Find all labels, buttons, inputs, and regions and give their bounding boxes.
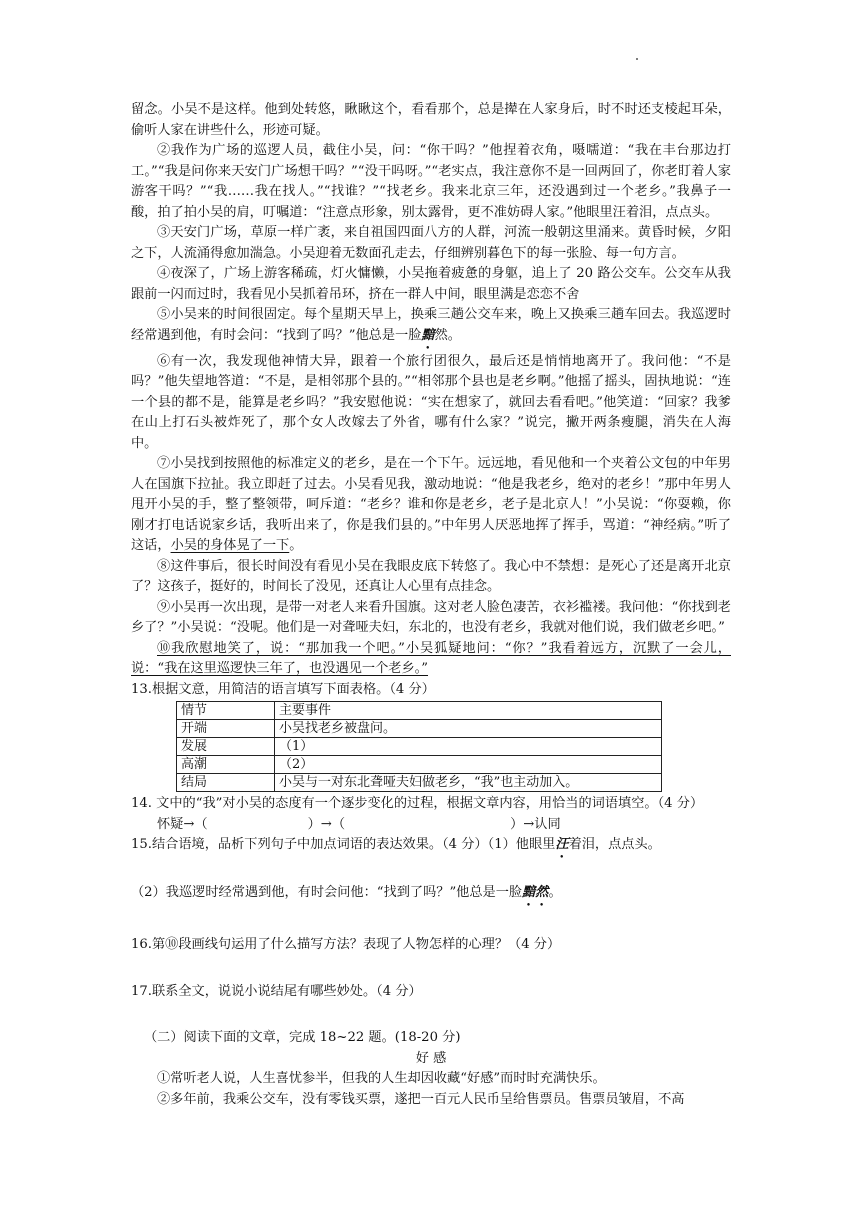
table-cell: 发展 <box>177 738 275 756</box>
article-paragraph-2: ②多年前，我乘公交车，没有零钱买票，遂把一百元人民币呈给售票员。售票员皱眉，不高 <box>157 1091 685 1107</box>
question-16: 16.第⑩段画线句运用了什么描写方法？表现了人物怎样的心理？（4 分） <box>131 937 561 952</box>
reading-content <box>131 100 731 1110</box>
underlined-sentence: 小吴的身体晃了一下 <box>170 538 290 553</box>
table-row <box>177 738 662 756</box>
question-15: 15.结合语境，品析下列句子中加点词语的表达效果。（4 分）（1）他眼里汪着泪，点点头。 <box>131 837 661 852</box>
table-row <box>177 756 662 774</box>
story-paragraph-9: ⑨小吴再一次出现，是带一对老人来看升国旗。这对老人脸色凄苦，衣衫褴褛。我问他：“你找到老乡了？”小吴说：“没呢。他们是一对聋哑夫妇，东北的，也没有老乡，我就对他们说，我们做老乡吧。” <box>131 599 731 635</box>
story-paragraph-7: ⑦小吴找到按照他的标准定义的老乡，是在一个下午。远远地，看见他和一个夹着公文包的中年男人在国旗下拉扯。我立即赶了过去。小吴看见我，激动地说：“他是我老乡，绝对的老乡！”那中年男人甩开小吴的手，整了整领带，呵斥道：“老乡？谁和你是老乡，老子是北京人！”小吴说：“你耍赖，你刚才打电话说家乡话，我听出来了，你是我们县的。”中年男人厌恶地挥了挥手，骂道：“神经病。”听了这话，小吴的身体晃了一下。 <box>131 456 731 553</box>
story-paragraph-6: ⑥有一次，我发现他神情大异，跟着一个旅行团很久，最后还是悄悄地离开了。我问他：“不是吗？”他失望地答道：“不是，是相邻那个县的。”“相邻那个县也是老乡啊。”他摇了摇头，固执地说：“连一个县的都不是，能算是老乡吗？”我安慰他说：“实在想家了，就回去看看吧。”他笑道：“回家？我爹在山上打石头被炸死了，那个女人改嫁去了外省，哪有什么家？”说完，撇开两条瘦腿，消失在人海中。 <box>131 353 731 451</box>
story-paragraph-5: ⑤小吴来的时间很固定。每个星期天早上，换乘三趟公交车来，晚上又换乘三趟车回去。我巡逻时经常遇到他，有时会问：“找到了吗？”他总是一脸黯然。 <box>131 307 731 343</box>
question-17: 17.联系全文，说说小说结尾有哪些妙处。（4 分） <box>131 983 422 999</box>
story-paragraph-2: ②我作为广场的巡逻人员，截住小吴，问：“你干吗？”他捏着衣角，嗫嚅道：“我在丰台那边打工。”“我是问你来天安门广场想干吗？”“没干吗呀。”“老实点，我注意你不是一回两回了，你老盯着人家游客干吗？”“我……我在找人。”“找谁？”“找老乡。我来北京三年，还没遇到过一个老乡。”我鼻子一酸，拍了拍小吴的肩，叮嘱道：“注意点形象，别太露骨，更不准妨碍人家。”他眼里汪着泪，点点头。 <box>131 143 731 220</box>
table-row <box>177 720 662 738</box>
table-header: 情节 <box>177 702 275 720</box>
table-cell: 结局 <box>177 774 275 792</box>
table-cell: 小吴找老乡被盘问。 <box>275 720 662 738</box>
article-paragraph-1: ①常听老人说，人生喜忧参半，但我的人生却因收藏“好感”而时时充满快乐。 <box>157 1071 606 1086</box>
answer-cell[interactable]: （1） <box>275 738 662 756</box>
table-header-row <box>177 702 662 720</box>
answer-space[interactable] <box>131 1002 731 1028</box>
answer-space[interactable] <box>131 909 731 935</box>
question-15-part-2: （2）我巡逻时经常遇到他，有时会问他：“找到了吗？”他总是一脸黯然。 <box>131 885 562 900</box>
story-paragraph-10 <box>131 639 731 680</box>
answer-cell[interactable]: （2） <box>275 756 662 774</box>
story-paragraph-3: ③天安门广场，草原一样广袤，来自祖国四面八方的人群，河流一般朝这里涌来。黄昏时候，夕阳之下，人流涌得愈加湍急。小吴迎着无数面孔走去，仔细辨别暮色下的每一张脸、每一句方言。 <box>131 225 731 261</box>
answer-space[interactable] <box>131 861 731 883</box>
dotted-word: 黯 <box>421 327 435 343</box>
table-header: 主要事件 <box>275 702 662 720</box>
table-row <box>177 774 662 792</box>
plot-table <box>176 701 662 792</box>
dotted-word: 汪 <box>555 837 569 852</box>
question-14-blanks: 怀疑→（ ）→（ ）→认同 <box>157 816 561 832</box>
dotted-word: 黯然 <box>522 885 549 900</box>
question-14: 14. 文中的“我”对小吴的态度有一个逐步变化的过程，根据文章内容，用恰当的词语填空。（4 分） <box>131 796 704 811</box>
table-cell: 高潮 <box>177 756 275 774</box>
story-paragraph-4: ④夜深了，广场上游客稀疏，灯火慵懒，小吴拖着疲惫的身躯，追上了 20 路公交车。公交车从我跟前一闪而过时，我看见小吴抓着吊环，挤在一群人中间，眼里满是恋恋不舍 <box>131 266 731 302</box>
article-title: 好 感 <box>415 1050 447 1066</box>
section-2-intro: （二）阅读下面的文章，完成 18~22 题。(18-20 分) <box>144 1030 461 1045</box>
underlined-sentence: ⑩我欣慰地笑了，说：“那加我一个吧。”小吴狐疑地问：“你？”我看着远方，沉默了一会儿，说：“我在这里巡逻快三年了，也没遇见一个老乡。” <box>131 640 731 676</box>
story-paragraph-1: 留念。小吴不是这样。他到处转悠，瞅瞅这个，看看那个，总是撵在人家身后，时不时还支棱起耳朵，偷听人家在讲些什么，形迹可疑。 <box>131 102 731 138</box>
table-cell: 小吴与一对东北聋哑夫妇做老乡，“我”也主动加入。 <box>275 774 662 792</box>
answer-space[interactable] <box>131 956 731 982</box>
story-paragraph-8: ⑧这件事后，很长时间没有看见小吴在我眼皮底下转悠了。我心中不禁想：是死心了还是离开北京了？这孩子，挺好的，时间长了没见，还真让人心里有点挂念。 <box>131 558 731 594</box>
table-cell: 开端 <box>177 720 275 738</box>
page-mark <box>636 58 638 60</box>
question-13: 13.根据文意，用简洁的语言填写下面表格。（4 分） <box>131 681 435 697</box>
